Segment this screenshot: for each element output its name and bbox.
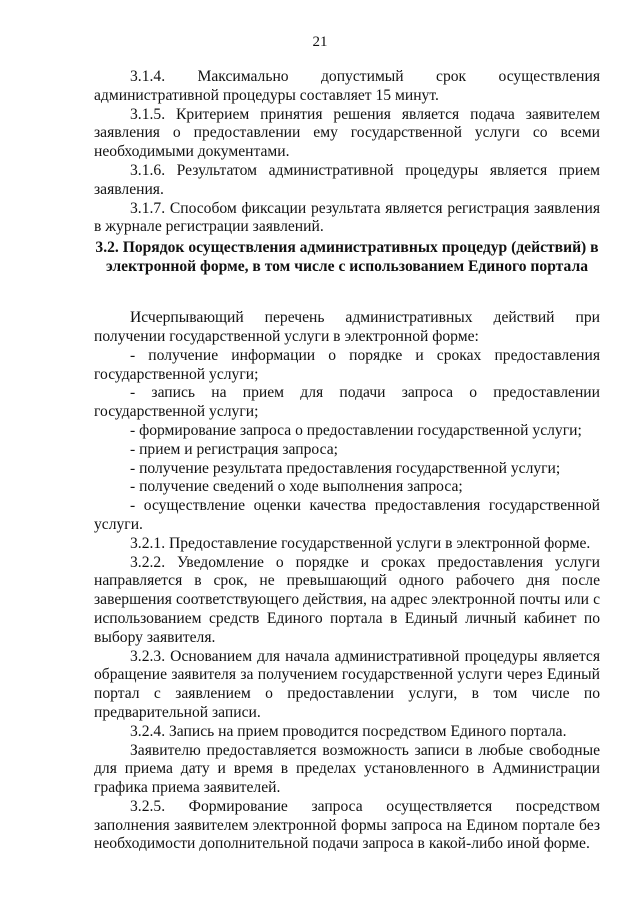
paragraph-appointment-info: Заявителю предоставляется возможность записи в любые свободные для приема дату и время в пределах установленного в Администрации графика приема заявителей.	[94, 741, 600, 797]
page-number: 21	[312, 34, 328, 50]
paragraph-3-1-6: 3.1.6. Результатом административной процедуры является прием заявления.	[94, 161, 600, 198]
paragraph-3-1-7: 3.1.7. Способом фиксации результата является регистрация заявления в журнале регистрации заявлений.	[94, 199, 600, 236]
paragraph-3-2-4: 3.2.4. Запись на прием проводится посредством Единого портала.	[130, 722, 567, 740]
list-item: - получение результата предоставления государственной услуги;	[130, 459, 561, 477]
list-item: - прием и регистрация запроса;	[130, 440, 338, 458]
paragraph-3-1-4: 3.1.4. Максимально допустимый срок осуществления административной процедуры составляет 15 минут.	[94, 68, 600, 104]
section-heading-3-2: 3.2. Порядок осуществления административных процедур (действий) в электронной форме, в том числе с использованием Единого портала	[95, 239, 599, 276]
paragraph-3-2-1: 3.2.1. Предоставление государственной услуги в электронной форме.	[130, 534, 591, 552]
paragraph-3-2-2: 3.2.2. Уведомление о порядке и сроках предоставления услуги направляется в срок, не превышающий одного рабочего дня после завершения соответствующего действия, на адрес электронной почты или с использованием средств Единого портала в Единый личный кабинет по выбору заявителя.	[94, 553, 600, 646]
paragraph-3-1-5: 3.1.5. Критерием принятия решения является подача заявителем заявления о предоставлении ему государственной услуги со всеми необходимыми документами.	[94, 105, 600, 161]
list-item: - получение сведений о ходе выполнения запроса;	[130, 478, 463, 496]
paragraph-3-2-5: 3.2.5. Формирование запроса осуществляется посредством заполнения заявителем электронной формы запроса на Едином портале без необходимости дополнительной подачи запроса в какой-либо иной форме.	[94, 797, 600, 853]
list-item: - запись на прием для подачи запроса о предоставлении государственной услуги;	[94, 384, 600, 421]
section-spacer	[94, 276, 600, 309]
list-item: - осуществление оценки качества предоставления государственной услуги.	[94, 497, 600, 533]
list-item: - формирование запроса о предоставлении государственной услуги;	[130, 421, 582, 439]
list-item: - получение информации о порядке и сроках предоставления государственной услуги;	[94, 346, 600, 383]
intro-paragraph: Исчерпывающий перечень административных действий при получении государственной услуги в электронной форме:	[94, 309, 600, 345]
document-body	[94, 68, 600, 854]
paragraph-3-2-3: 3.2.3. Основанием для начала административной процедуры является обращение заявителя за получением государственной услуги через Единый портал с заявлением о предоставлении услуги, в том числе по предварительной записи.	[94, 647, 600, 721]
